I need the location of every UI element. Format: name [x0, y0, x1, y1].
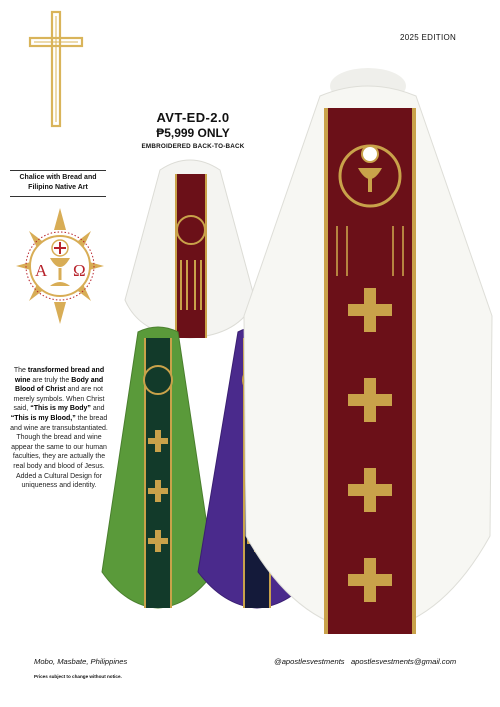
instagram-handle[interactable]: @apostlesvestments — [274, 657, 345, 666]
edition-label: 2025 EDITION — [400, 33, 457, 42]
contact-info — [274, 657, 456, 666]
description-bold: “This is my Body” — [30, 405, 91, 413]
location-text: Mobo, Masbate, Philippines — [34, 657, 128, 666]
embroidery-note: EMBROIDERED BACK-TO-BACK — [141, 143, 245, 150]
design-title-line-1: Chalice with Bread and — [19, 174, 97, 181]
email-link[interactable]: apostlesvestments@gmail.com — [350, 657, 457, 666]
cross-logo-icon — [26, 10, 86, 128]
chalice-sun-emblem — [12, 204, 108, 328]
product-price: ₱5,999 ONLY — [156, 126, 230, 140]
product-code: AVT-ED-2.0 — [156, 110, 230, 125]
description-bold: “This is my Blood,” — [10, 414, 76, 422]
description-text — [8, 366, 110, 491]
design-title — [10, 170, 106, 197]
alpha-symbol: A — [35, 261, 48, 280]
white-vestment-front-image — [240, 66, 498, 638]
description-part: The — [13, 367, 28, 374]
white-vestment-back-image — [120, 150, 260, 340]
description-part: and — [90, 405, 105, 413]
price-disclaimer: Prices subject to change without notice. — [34, 674, 122, 679]
omega-symbol: Ω — [73, 261, 86, 280]
description-bold: Body and Blood of Christ — [15, 376, 104, 394]
description-part: and are not merely symbols. When Christ said, — [13, 386, 105, 413]
description-part: are truly the — [30, 376, 72, 384]
description-part: the bread and wine are transubstantiated. Though the bread and wine appear the same to our human faculties, they are actually the real body and blood of Jesus. Added a Cultural Design for uniqueness and identity. — [10, 414, 108, 490]
design-title-line-2: Filipino Native Art — [28, 184, 88, 191]
description-bold: transformed bread and wine — [14, 367, 105, 384]
